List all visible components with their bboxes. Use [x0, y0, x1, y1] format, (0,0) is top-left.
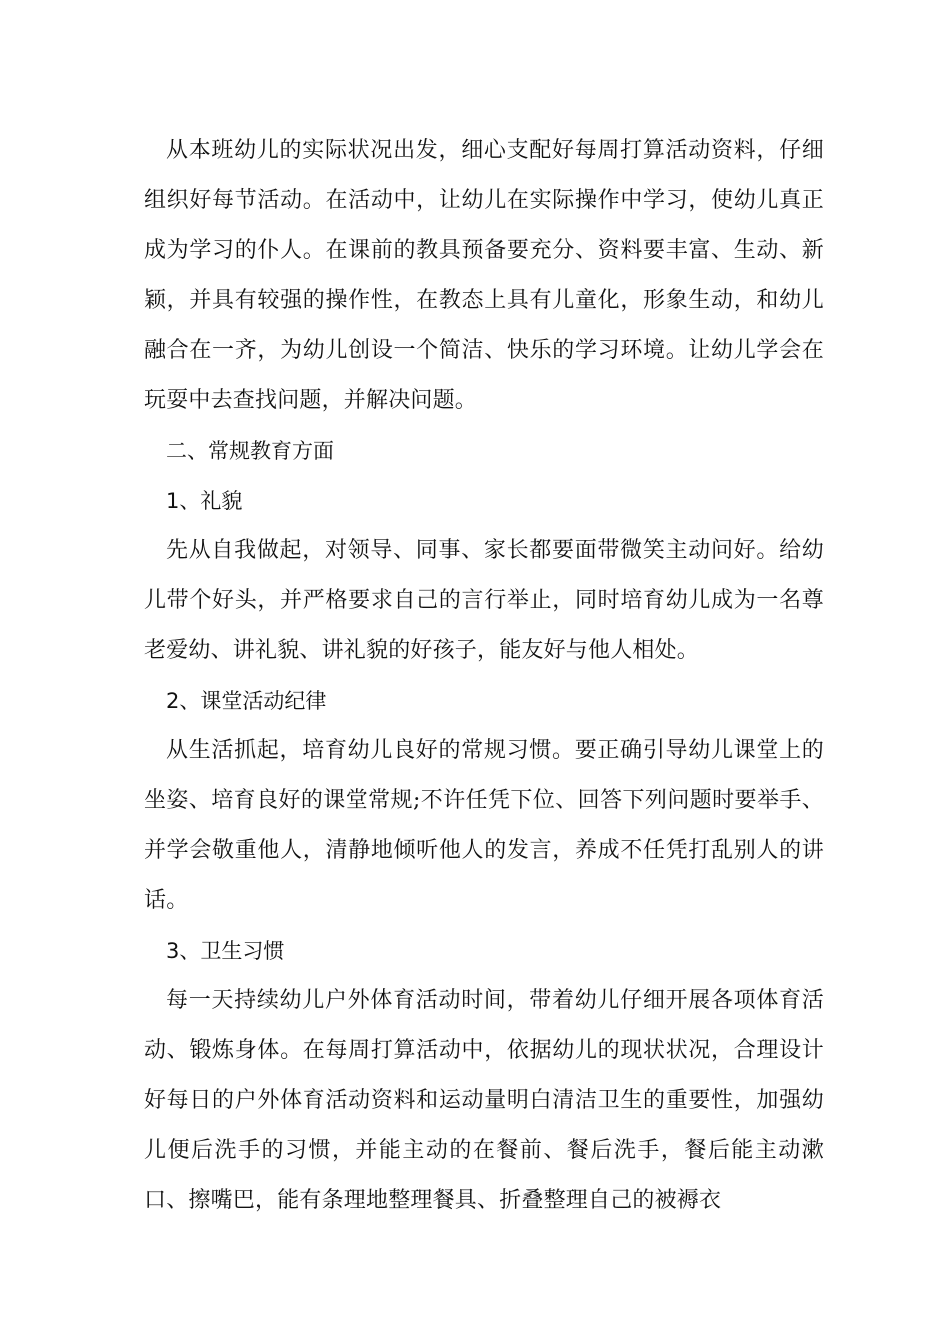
body-paragraph-classroom-discipline: 从生活抓起，培育幼儿良好的常规习惯。要正确引导幼儿课堂上的坐姿、培育良好的课堂常规;不许任凭下位、回答下列问题时要举手、并学会敬重他人，清静地倾听他人的发言，养成不任凭打乱别人的讲话。	[144, 738, 824, 913]
section-heading-routine-education: 二、常规教育方面	[166, 439, 334, 463]
subheading-classroom-discipline: 2、课堂活动纪律	[166, 689, 327, 713]
subheading-hygiene-habits: 3、卫生习惯	[166, 939, 285, 963]
body-paragraph-hygiene-habits: 每一天持续幼儿户外体育活动时间，带着幼儿仔细开展各项体育活动、锻炼身体。在每周打算活动中，依据幼儿的现状状况，合理设计好每日的户外体育活动资料和运动量明白清洁卫生的重要性，加强幼儿便后洗手的习惯，并能主动的在餐前、餐后洗手，餐后能主动漱口、擦嘴巴，能有条理地整理餐具、折叠整理自己的被褥衣	[144, 988, 824, 1213]
subheading-manners: 1、礼貌	[166, 489, 243, 513]
body-paragraph-intro: 从本班幼儿的实际状况出发，细心支配好每周打算活动资料，仔细组织好每节活动。在活动中，让幼儿在实际操作中学习，使幼儿真正成为学习的仆人。在课前的教具预备要充分、资料要丰富、生动、新颖，并具有较强的操作性，在教态上具有儿童化，形象生动，和幼儿融合在一齐，为幼儿创设一个简洁、快乐的学习环境。让幼儿学会在玩耍中去查找问题，并解决问题。	[144, 138, 824, 413]
body-paragraph-manners: 先从自我做起，对领导、同事、家长都要面带微笑主动问好。给幼儿带个好头，并严格要求自己的言行举止，同时培育幼儿成为一名尊老爱幼、讲礼貌、讲礼貌的好孩子，能友好与他人相处。	[144, 538, 824, 663]
